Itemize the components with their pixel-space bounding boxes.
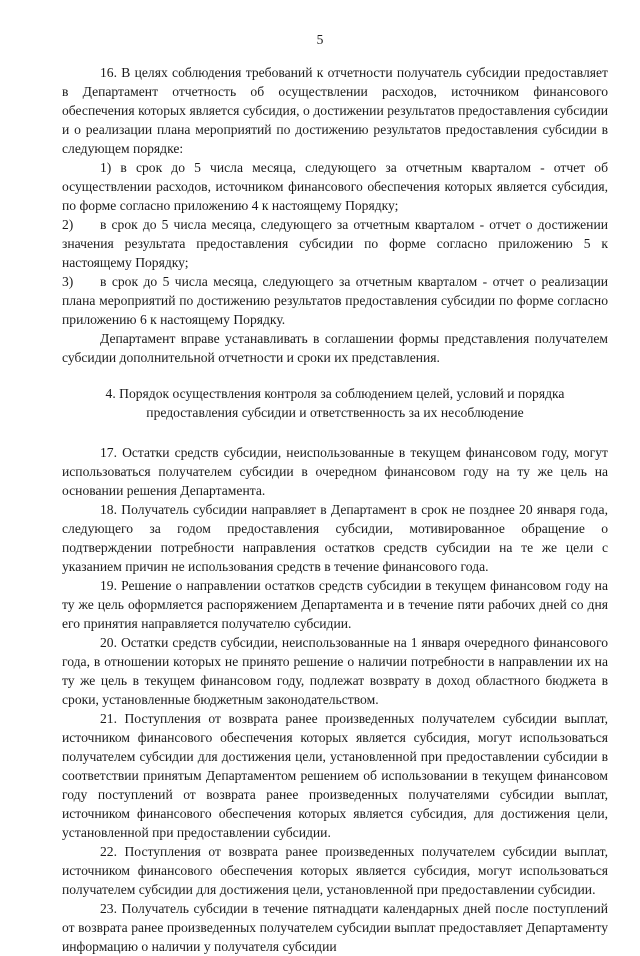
paragraph-19: 19. Решение о направлении остатков средств субсидии в текущем финансовом году на ту же цель оформляется распоряжением Департамента и в течение пяти рабочих дней со дня его принятия направляется получателю субсидии. — [62, 578, 608, 631]
list-item-2 — [62, 215, 608, 272]
paragraph-22: 22. Поступления от возврата ранее произведенных получателем субсидии выплат, источником финансового обеспечения которых является субсидия, могут использоваться получателем субсидии для достижения цели, установленной при предоставлении субсидии. — [62, 844, 608, 897]
paragraph-18: 18. Получатель субсидии направляет в Департамент в срок не позднее 20 января года, следующего за годом предоставления субсидии, мотивированное обращение о подтверждении потребности направления остатков средств субсидии на те же цели с указанием причин не использования средств в течение финансового года. — [62, 502, 608, 574]
section-4-heading: 4. Порядок осуществления контроля за соблюдением целей, условий и порядка предоставления субсидии и ответственность за их несоблюдение — [105, 386, 565, 420]
list-item-3-text: в срок до 5 числа месяца, следующего за отчетным кварталом - отчет о реализации плана мероприятий по достижению результатов предоставления субсидии по форме согласно приложению 6 к настоящему Порядку. — [62, 274, 608, 327]
list-item-1: 1) в срок до 5 числа месяца, следующего за отчетным кварталом - отчет об осуществлении расходов, источником финансового обеспечения которых является субсидия, по форме согласно приложению 4 к настоящему Порядку; — [62, 160, 608, 213]
list-item-3 — [62, 272, 608, 329]
list-item-3-number: 3) — [62, 274, 74, 289]
paragraph-20: 20. Остатки средств субсидии, неиспользованные на 1 января очередного финансового года, в отношении которых не принято решение о наличии потребности в направлении их на ту же цель в текущем финансовом году, подлежат возврату в доход областного бюджета в сроки, установленные бюджетным законодательством. — [62, 635, 608, 707]
paragraph-23: 23. Получатель субсидии в течение пятнадцати календарных дней после поступлений от возврата ранее произведенных получателем субсидии выплат предоставляет Департаменту информацию о наличии у получателя субсидии — [62, 901, 608, 954]
list-item-2-text: в срок до 5 числа месяца, следующего за отчетным кварталом - отчет о достижении значения результата предоставления субсидии по форме согласно приложению 5 к настоящему Порядку; — [62, 217, 608, 270]
page-number: 5 — [316, 32, 324, 47]
paragraph-16-department: Департамент вправе устанавливать в соглашении формы представления получателем субсидии дополнительной отчетности и сроки их представления. — [62, 331, 608, 365]
paragraph-21: 21. Поступления от возврата ранее произведенных получателем субсидии выплат, источником финансового обеспечения которых является субсидия, могут использоваться получателем субсидии для достижения цели, установленной при предоставлении субсидии в соответствии принятым Департаментом решением об использовании в текущем финансовом году поступлений от возврата ранее произведенных получателями субсидии выплат, источником финансового обеспечения которых является субсидия, для достижения цели, установленной при предоставлении субсидии. — [62, 711, 608, 840]
list-item-2-number: 2) — [62, 217, 74, 232]
paragraph-16: 16. В целях соблюдения требований к отчетности получатель субсидии предоставляет в Департамент отчетность об осуществлении расходов, источником финансового обеспечения которых является субсидия, о достижении результатов предоставления субсидии и о реализации плана мероприятий по достижению результатов предоставления субсидии в следующем порядке: — [62, 65, 608, 156]
paragraph-17: 17. Остатки средств субсидии, неиспользованные в текущем финансовом году, могут использоваться получателем субсидии в очередном финансовом году на ту же цель на основании решения Департамента. — [62, 445, 608, 498]
document-body — [62, 63, 608, 956]
